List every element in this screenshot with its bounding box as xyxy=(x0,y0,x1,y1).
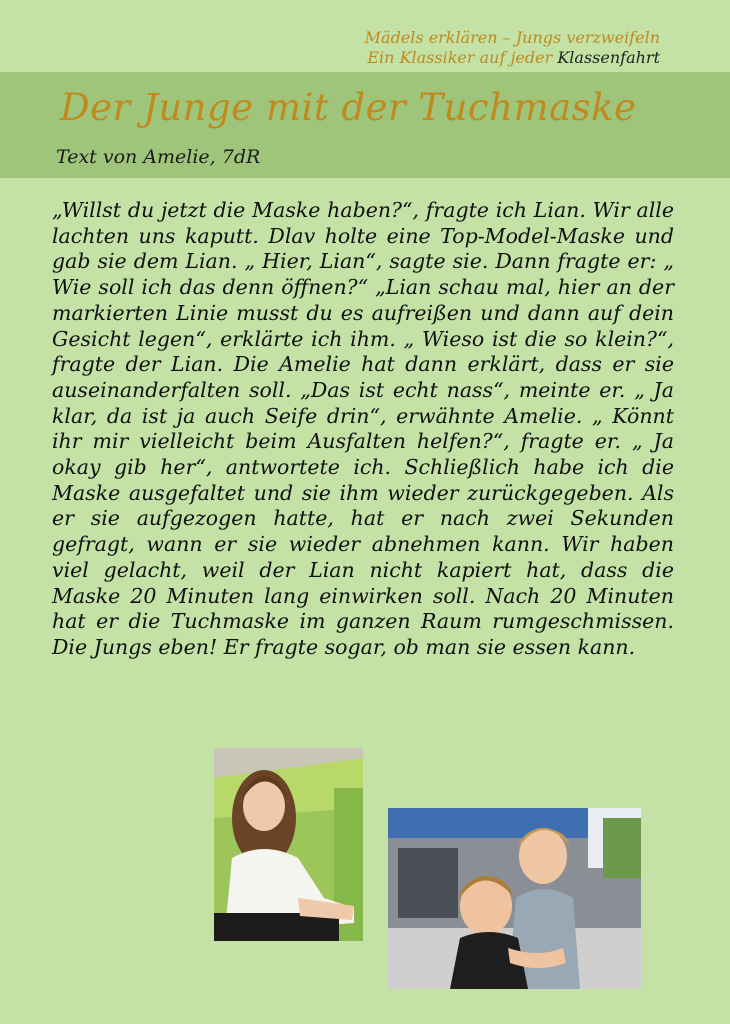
photo-girl xyxy=(214,748,363,941)
article-byline: Text von Amelie, 7dR xyxy=(56,146,261,168)
photo-boys xyxy=(388,808,641,989)
article-body: „Willst du jetzt die Maske haben?“, fragte ich Lian. Wir alle lachten uns kaputt. Dlav holte eine Top-Model-Maske und gab sie dem Lian. „ Hier, Lian“, sagte sie. Dann fragte er: „ Wie soll ich das denn öffnen?“ „Lian schau mal, hier an der markierten Linie musst du es aufreißen und dann auf dein Gesicht legen“, erklärte ich ihm. „ Wieso ist die so klein?“, fragte der Lian. Die Amelie hat dann erklärt, dass er sie auseinanderfalten soll. „Das ist echt nass“, meinte er. „ Ja klar, da ist ja auch Seife drin“, erwähnte Amelie. „ Könnt ihr mir vielleicht beim Ausfalten helfen?“, fragte er. „ Ja okay gib her“, antwortete ich. Schließlich habe ich die Maske ausgefaltet und sie ihm wieder zurückgegeben. Als er sie aufgezogen hatte, hat er nach zwei Sekunden gefragt, wann er sie wieder abnehmen kann. Wir haben viel gelacht, weil der Lian nicht kapiert hat, dass die Maske 20 Minuten lang einwirken soll. Nach 20 Minuten hat er die Tuchmaske im ganzen Raum rumgeschmissen. Die Jungs eben! Er fragte sogar, ob man sie essen kann. xyxy=(52,198,674,659)
article-title: Der Junge mit der Tuchmaske xyxy=(60,86,637,129)
kicker-line-1: Mädels erklären – Jungs verzweifeln xyxy=(364,28,660,47)
header-kicker xyxy=(365,28,660,68)
kicker-line-2-prefix: Ein Klassiker auf jeder xyxy=(367,48,553,67)
photo-boys-image xyxy=(388,808,641,989)
kicker-line-2 xyxy=(365,48,660,68)
photo-girl-image xyxy=(214,748,363,941)
kicker-line-2-suffix: Klassenfahrt xyxy=(557,48,660,67)
